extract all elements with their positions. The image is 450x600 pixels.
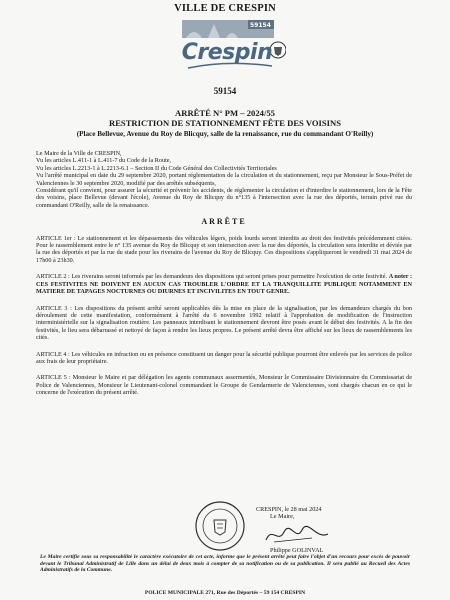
decree-location: (Place Bellevue, Avenue du Roy de Blicquy, salle de la renaissance, rue du commandant O'Reilly) [76,130,374,138]
article-text: Le stationnement et les dépassements des véhicules légers, poids lourds seront interdits au droit des festivités précédemment citées. Pour le rassemblement entre le n° 135 avenue du Roy de Blicquy et son intersection avec la rue des déportés, la circulation sera interdite et déviée par la rue des déportés et par la rue du stade pour les riverains de l'avenue du Roy de Blicquy. Ces dispositions s'appliqueront le vendredi 31 mai 2024 de 17h00 à 23h30. [36,234,413,264]
preamble-law-2: Vu les articles L.2213-1 à L.2213-6.1 – Section II du Code Général des Collectivités Territoriales [36,164,277,172]
decree-body [36,150,412,397]
preamble-mayor: Le Maire de la Ville de CRESPIN, [36,150,122,157]
legal-footnote: Le Maire certifie sous sa responsabilité le caractère exécutoire de cet acte, informe que le présent arrêté peut faire l'objet d'un recours pour excès de pouvoir devant le Tribunal Administratif de Lille dans un délai de deux mois à compter de sa notification ou de sa publication. Il sera publié au Recueil des Actes Administratifs de la Commune. [40,554,410,574]
decree-subject: RESTRICTION DE STATIONNEMENT FÊTE DES VOISINS [108,118,341,128]
article-label: ARTICLE 2 : [36,273,70,281]
article-5 [36,374,412,396]
signature-place-date: CRESPIN, le 28 mai 2024 [256,506,322,513]
preamble-prior-decree: Vu l'arrêté municipal en date du 29 septembre 2020, portant réglementation de la circulation et du stationnement, reçu par Monsieur le Sous-Préfet de Valenciennes le 30 septembre 2020, modifié par des arrêtés subséquents, [36,172,412,187]
article-label: ARTICLE 3 : [36,304,72,312]
postal-code: 59154 [213,86,237,96]
article-3 [36,305,412,342]
town-name: VILLE DE CRESPIN [174,3,276,14]
logo-code: 59154 [250,22,271,29]
handwritten-signature [262,524,332,546]
decree-number: ARRÊTÉ N° PM – 2024/55 [175,108,275,118]
article-4 [36,351,412,366]
arrete-heading: ARRÊTE [201,217,247,227]
logo-wordmark: Crespin [181,40,273,65]
article-label: ARTICLE 5 : [36,374,71,382]
article-label: ARTICLE 1er : [36,234,76,242]
article-text: Monsieur le Maire et par délégation les agents communaux assermentés, Monsieur le Commissaire Divisionnaire du Commissariat de Police de Valenciennes, Monsieur le Lieutenant-colonel commandant le Groupe de Gendarmerie de Valenciennes, sont chargés chacun en ce qui le concerne de l'exécution du présent arrêté. [36,374,412,397]
article-label: ARTICLE 4 : [36,350,70,358]
article-2 [36,273,412,295]
preamble-law-1: Vu les articles L.411-1 à L.411-7 du Code de la Route, [36,157,172,165]
article-text: Les véhicules en infraction ou en présence constituent un danger pour la sécurité publique pourront être enlevés par les services de police aux frais de leur propriétaire. [36,350,413,365]
preamble-considering: Considérant qu'il convient, pour assurer la sécurité et prévenir les accidents, de réglementer la circulation et d'interdire le stationnement, lors de la Fête des voisins, place Bellevue (devant l'école), Avenue du Roy de Blicquy du n°135 à l'intersection avec la rue des déportés, terrain privé rue du commandant O'Reilly, salle de la renaissance. [36,187,412,209]
signatory-name: Philippe GOLINVAL [270,546,324,554]
article-1 [36,235,412,265]
town-logo [168,16,286,74]
official-seal-stamp [194,500,246,552]
page-footer: POLICE MUNICIPALE 271, Rue des Déportés – 59 154 CRESPIN [144,590,306,596]
article-text: Les riverains seront informés par les demandeurs des dispositions qui seront prises pour permettre l'exécution de cette festivité. [71,273,388,281]
signature-role: Le Maire, [270,513,295,521]
article-warning: A noter : CES FESTIVITES NE DOIVENT EN AUCUN CAS TROUBLER L'ORDRE ET LA TRANQUILLITE PUBLIQUE NOTAMMENT EN MATIERE DE TAPAGES NOCTURNES OU DIURNES ET INCIVILITES EN TOUT GENRE. [36,273,413,296]
article-text: Les dispositions du présent arrêté seront applicables dès la mise en place de la signalisation, par les demandeurs chargés du bon déroulement de cette manifestation, conformément à l'arrêté du 6 novembre 1992 relatif à l'approbation de modification de l'instruction interministérielle sur la signalisation routière. Les panneaux interdisant le stationnement devront être posés avant le début des festivités. A la fin des festivités, le lieu sera débarrassé et nettoyé de façon à rendre les lieux propres. Le présent arrêté devra être affiché sur les lieux de rassemblements les cités. [36,304,413,342]
